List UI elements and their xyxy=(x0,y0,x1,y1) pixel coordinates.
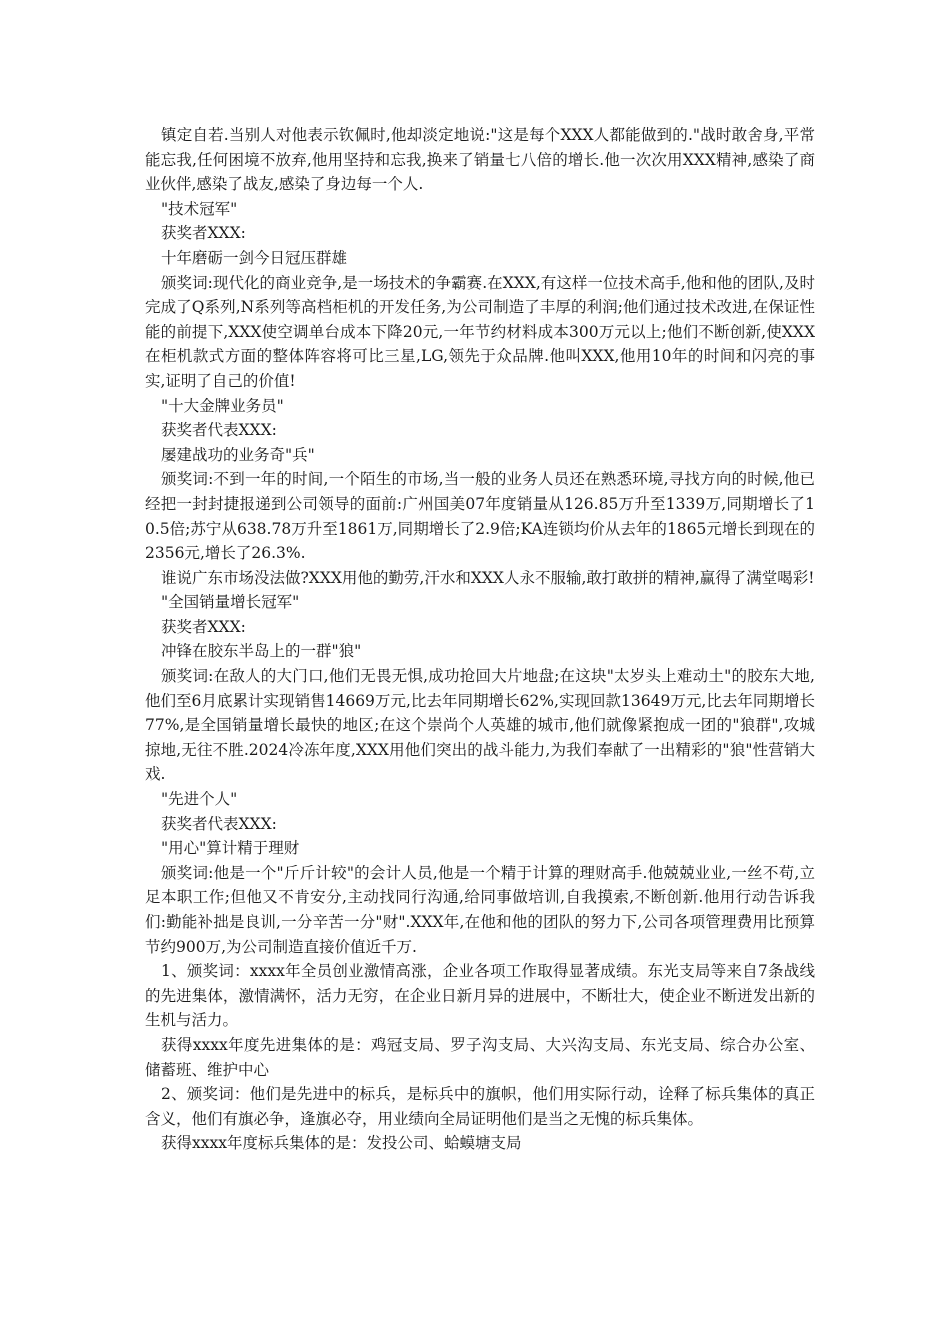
winners-list-advanced-collective: 获得xxxx年度先进集体的是：鸡冠支局、罗子沟支局、大兴沟支局、东光支局、综合办公室、储蓄班、维护中心 xyxy=(145,1035,815,1079)
winner-line: 获奖者XXX: xyxy=(161,224,246,243)
award-citation: 颁奖词:在敌人的大门口,他们无畏无惧,成功抢回大片地盘;在这块"太岁头上难动土"的胶东大地,他们至6月底累计实现销售14669万元,比去年同期增长62%,实现回款13649万元,比去年同期增长77%,是全国销量增长最快的地区;在这个崇尚个人英雄的城市,他们就像紧抱成一团的"狼群",攻城掠地,无往不胜.2024冷冻年度,XXX用他们突出的战斗能力,为我们奉献了一出精彩的"狼"性营销大戏. xyxy=(145,667,815,784)
winner-line: 获奖者代表XXX: xyxy=(161,421,277,440)
paragraph-guangdong: 谁说广东市场没法做?XXX用他的勤劳,汗水和XXX人永不服输,敢打敢拼的精神,赢得了满堂喝彩! xyxy=(161,568,815,587)
award-subtitle: 冲锋在胶东半岛上的一群"狼" xyxy=(161,642,362,661)
paragraph-closing-praise: 镇定自若.当别人对他表示钦佩时,他却淡定地说:"这是每个XXX人都能做到的."战时敢舍身,平常能忘我,任何困境不放弃,他用坚持和忘我,换来了销量七八倍的增长.他一次次用XXX精神,感染了商业伙伴,感染了战友,感染了身边每一个人. xyxy=(145,126,815,194)
award-subtitle: 十年磨砺一剑今日冠压群雄 xyxy=(161,248,348,267)
winner-line: 获奖者XXX: xyxy=(161,617,246,636)
document-body xyxy=(145,123,815,1156)
award-title-sales-growth: "全国销量增长冠军" xyxy=(161,593,300,612)
winners-list-model-collective: 获得xxxx年度标兵集体的是：发投公司、蛤蟆塘支局 xyxy=(161,1134,522,1153)
award-title-advanced-individual: "先进个人" xyxy=(161,790,238,809)
award-subtitle: 屡建战功的业务奇"兵" xyxy=(161,445,315,464)
award-citation: 颁奖词:现代化的商业竞争,是一场技术的争霸赛.在XXX,有这样一位技术高手,他和他的团队,及时完成了Q系列,N系列等高档柜机的开发任务,为公司制造了丰厚的利润;他们通过技术改进,在保证性能的前提下,XXX使空调单台成本下降20元,一年节约材料成本300万元以上;他们不断创新,使XXX在柜机款式方面的整体阵容将可比三星,LG,领先于众品牌.他叫XXX,他用10年的时间和闪亮的事实,证明了自己的价值! xyxy=(145,273,815,390)
award-subtitle: "用心"算计精于理财 xyxy=(161,839,300,858)
award-title-gold-sales: "十大金牌业务员" xyxy=(161,396,284,415)
award-citation: 颁奖词:不到一年的时间,一个陌生的市场,当一般的业务人员还在熟悉环境,寻找方向的时候,他已经把一封封捷报递到公司领导的面前:广州国美07年度销量从126.85万升至1339万,同期增长了10.5倍;苏宁从638.78万升至1861万,同期增长了2.9倍;KA连锁均价从去年的1865元增长到现在的2356元,增长了26.3%. xyxy=(145,470,815,563)
winner-line: 获奖者代表XXX: xyxy=(161,814,277,833)
numbered-citation-2: 2、颁奖词：他们是先进中的标兵，是标兵中的旗帜，他们用实际行动，诠释了标兵集体的真正含义，他们有旗必争，逢旗必夺，用业绩向全局证明他们是当之无愧的标兵集体。 xyxy=(145,1085,815,1128)
numbered-citation-1: 1、颁奖词：xxxx年全员创业激情高涨，企业各项工作取得显著成绩。东光支局等来自7条战线的先进集体，激情满怀，活力无穷，在企业日新月异的进展中，不断壮大，使企业不断迸发出新的生机与活力。 xyxy=(145,962,815,1030)
award-citation: 颁奖词:他是一个"斤斤计较"的会计人员,他是一个精于计算的理财高手.他兢兢业业,一丝不苟,立足本职工作;但他又不肯安分,主动找同行沟通,给同事做培训,自我摸索,不断创新.他用行动告诉我们:勤能补拙是良训,一分辛苦一分"财".XXX年,在他和他的团队的努力下,公司各项管理费用比预算节约900万,为公司制造直接价值近千万. xyxy=(145,863,815,956)
award-title-tech-champion: "技术冠军" xyxy=(161,199,238,218)
